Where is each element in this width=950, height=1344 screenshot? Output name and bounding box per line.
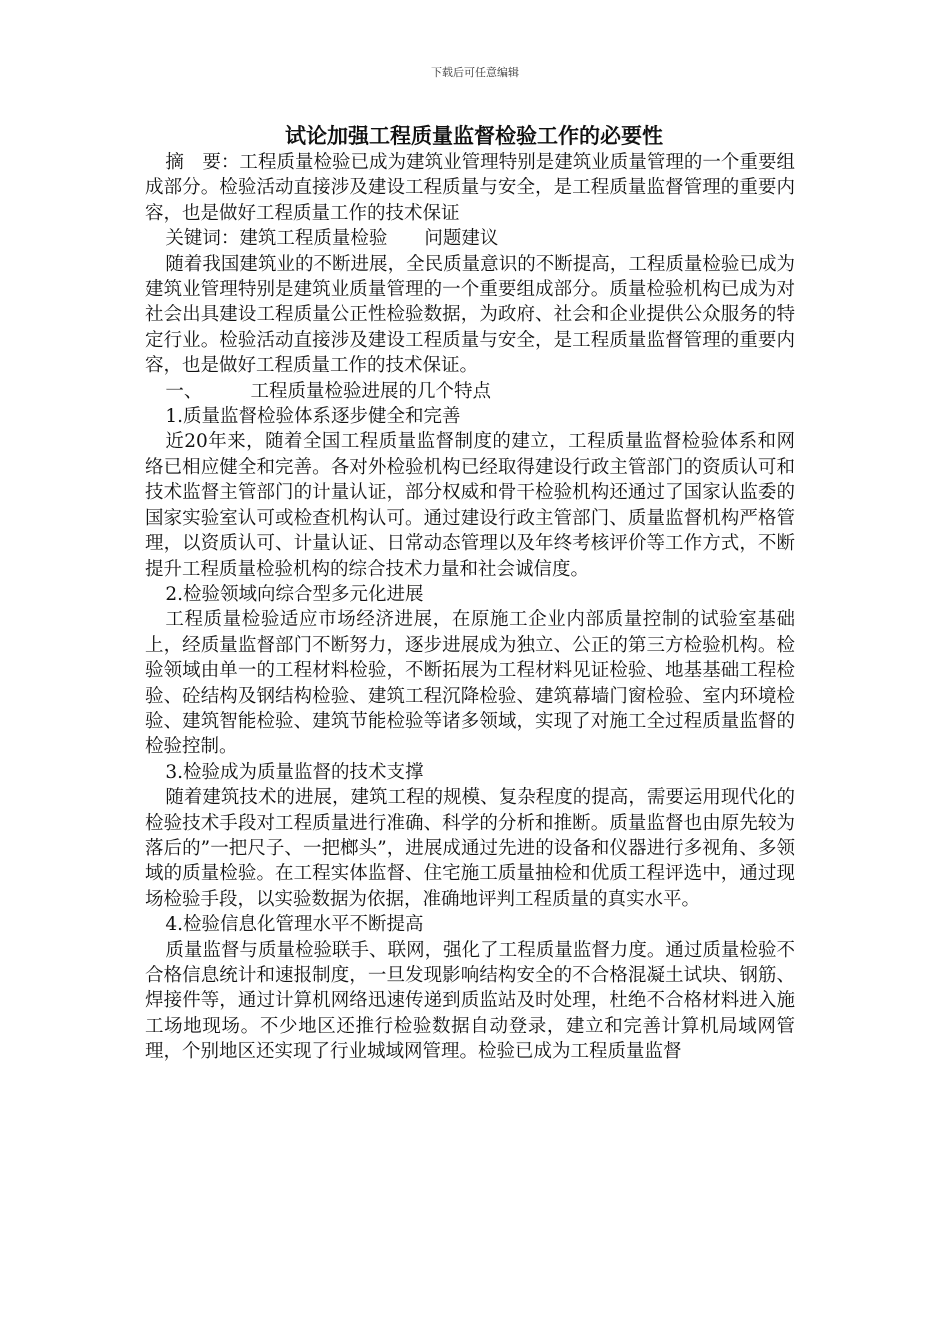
document-title: 试论加强工程质量监督检验工作的必要性 (285, 123, 663, 148)
document-page (145, 122, 795, 1065)
subsection-body-3: 随着建筑技术的进展，建筑工程的规模、复杂程度的提高，需要运用现代化的检验技术手段对工程质量进行准确、科学的分析和推断。质量监督也由原先较为落后的”一把尺子、一把榔头”，进展成通过先进的设备和仪器进行多视角、多领域的质量检验。在工程实体监督、住宅施工质量抽检和优质工程评选中，通过现场检验手段，以实验数据为依据，准确地评判工程质量的真实水平。 (145, 787, 795, 910)
subsection-body-2: 工程质量检验适应市场经济进展，在原施工企业内部质量控制的试验室基础上，经质量监督部门不断努力，逐步进展成为独立、公正的第三方检验机构。检验领域由单一的工程材料检验，不断拓展为工程材料见证检验、地基基础工程检验、砼结构及钢结构检验、建筑工程沉降检验、建筑幕墙门窗检验、室内环境检验、建筑智能检验、建筑节能检验等诸多领域，实现了对施工全过程质量监督的检验控制。 (145, 609, 795, 758)
subsection-body-1: 近20年来，随着全国工程质量监督制度的建立，工程质量监督检验体系和网络已相应健全和完善。各对外检验机构已经取得建设行政主管部门的资质认可和技术监督主管部门的计量认证，部分权威和骨干检验机构还通过了国家认监委的国家实验室认可或检查机构认可。通过建设行政主管部门、质量监督机构严格管理，以资质认可、计量认证、日常动态管理以及年终考核评价等工作方式，不断提升工程质量检验机构的综合技术力量和社会诚信度。 (145, 431, 795, 580)
subsection-body-4: 质量监督与质量检验联手、联网，强化了工程质量监督力度。通过质量检验不合格信息统计和速报制度，一旦发现影响结构安全的不合格混凝土试块、钢筋、焊接件等，通过计算机网络迅速传递到质监站及时处理，杜绝不合格材料进入施工场地现场。不少地区还推行检验数据自动登录，建立和完善计算机局域网管理，个别地区还实现了行业城域网管理。检验已成为工程质量监督 (145, 939, 795, 1063)
section-number: 一、 (165, 380, 203, 402)
section-title: 工程质量检验进展的几个特点 (250, 380, 491, 402)
keywords-line: 关键词：建筑工程质量检验 问题建议 (165, 228, 499, 250)
subsection-heading-3: 3.检验成为质量监督的技术支撑 (165, 761, 424, 783)
abstract-paragraph: 摘 要：工程质量检验已成为建筑业管理特别是建筑业质量管理的一个重要组成部分。检验活动直接涉及建设工程质量与安全，是工程质量监督管理的重要内容，也是做好工程质量工作的技术保证 (145, 152, 795, 224)
subsection-heading-4: 4.检验信息化管理水平不断提高 (165, 914, 424, 936)
header-note: 下载后可任意编辑 (431, 66, 519, 79)
intro-paragraph: 随着我国建筑业的不断进展，全民质量意识的不断提高，工程质量检验已成为建筑业管理特别是建筑业质量管理的一个重要组成部分。质量检验机构已成为对社会出具建设工程质量公正性检验数据，为政府、社会和企业提供公众服务的特定行业。检验活动直接涉及建设工程质量与安全，是工程质量监督管理的重要内容，也是做好工程质量工作的技术保证。 (145, 253, 795, 377)
section-heading-1 (145, 379, 795, 404)
subsection-heading-1: 1.质量监督检验体系逐步健全和完善 (165, 406, 461, 428)
subsection-heading-2: 2.检验领域向综合型多元化进展 (165, 583, 424, 605)
